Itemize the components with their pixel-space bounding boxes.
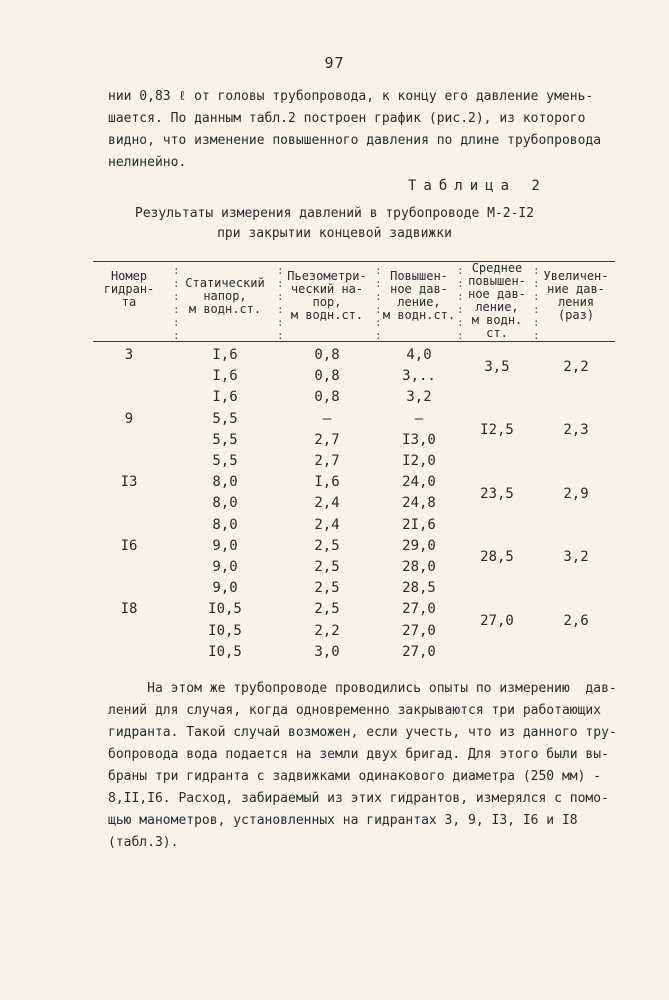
intro-paragraph [108, 86, 628, 174]
increased-pressure-cell: 27,0 [402, 601, 436, 618]
increased-pressure-cell: 3,.. [402, 368, 436, 385]
text-line: На этом же трубопроводе проводились опыты по измерению дав- [108, 681, 617, 696]
increased-pressure-cell: 27,0 [402, 622, 436, 639]
piezometric-head-cell: 3,0 [314, 643, 340, 660]
average-pressure-cell: I2,5 [480, 422, 514, 439]
column-separator: : : : : : : [457, 264, 464, 342]
increased-pressure-cell: I3,0 [402, 431, 436, 448]
page-number: 97 [324, 54, 345, 72]
piezometric-head-cell: 2,5 [314, 537, 340, 554]
header-line: ление, [475, 300, 519, 314]
piezometric-head-cell: 2,4 [314, 516, 340, 533]
increase-ratio-cell: 2,3 [563, 422, 589, 439]
table-caption [0, 204, 669, 244]
text-line: бопровода вода подается на земли двух бригад. Для этого были вы- [108, 747, 609, 762]
header-line: та [121, 295, 137, 309]
static-head-cell: 8,0 [212, 495, 238, 512]
header-line: ления [557, 295, 595, 309]
hydrant-number-cell: I6 [120, 537, 138, 554]
text-line: видно, что изменение повышенного давления по длине трубопровода [108, 133, 602, 148]
text-line: щью манометров, установленных на гидрантах 3, 9, I3, I6 и I8 [108, 813, 578, 828]
increased-pressure-cell: 29,0 [402, 537, 436, 554]
static-head-cell: 9,0 [212, 580, 238, 597]
table-label: Таблица 2 [408, 178, 547, 194]
increased-pressure-cell: 28,5 [402, 580, 436, 597]
text-line: гидранта. Такой случай возможен, если учесть, что из данного тру- [108, 725, 617, 740]
piezometric-head-cell: 2,5 [314, 559, 340, 575]
piezometric-head-cell: 2,2 [314, 622, 340, 639]
column-separator: : : : : : : [375, 264, 382, 342]
column-separator: : : : : : : [173, 264, 180, 342]
header-increased-pressure [378, 270, 460, 322]
piezometric-head-cell: – [322, 410, 332, 427]
increase-ratio-cell: 2,6 [563, 613, 589, 630]
increased-pressure-cell: 3,2 [406, 389, 432, 406]
static-head-cell: I0,5 [208, 601, 242, 618]
header-line: Номер [110, 269, 148, 283]
piezometric-head-cell: 0,8 [314, 389, 340, 406]
header-line: ное дав- [468, 287, 526, 301]
increased-pressure-cell: 4,0 [406, 347, 432, 363]
average-pressure-cell: 3,5 [484, 358, 510, 375]
static-head-cell: 5,5 [212, 453, 238, 469]
header-line: ние дав- [547, 282, 605, 296]
header-piezometric-head [280, 270, 374, 322]
header-line: повышен- [468, 274, 526, 288]
header-line: м водн.ст. [188, 302, 262, 316]
text-line: 8,II,I6. Расход, забираемый из этих гидрантов, измерялся с помо- [108, 791, 609, 806]
average-pressure-cell: 27,0 [480, 613, 514, 630]
header-average-increase [461, 262, 533, 340]
caption-line: Результаты измерения давлений в трубопроводе М-2-I2 [134, 206, 535, 221]
hydrant-number-cell: I8 [120, 601, 138, 618]
table-top-rule [93, 261, 615, 262]
increased-pressure-cell: 2I,6 [402, 516, 436, 533]
piezometric-head-cell: 2,5 [314, 601, 340, 618]
static-head-cell: I0,5 [208, 643, 242, 660]
static-head-cell: I0,5 [208, 622, 242, 639]
header-line: м водн.ст. [290, 308, 364, 322]
header-line: Увеличен- [543, 269, 609, 283]
average-pressure-cell: 28,5 [480, 549, 514, 566]
text-line: лений для случая, когда одновременно закрываются три работающих [108, 703, 602, 718]
header-line: Пьезометри- [287, 269, 367, 283]
text-line: нелинейно. [108, 155, 187, 170]
text-line: браны три гидранта с задвижками одинакового диаметра (250 мм) - [108, 769, 602, 784]
header-increase-ratio [538, 270, 614, 322]
hydrant-number-cell: 3 [124, 347, 134, 363]
static-head-cell: I,6 [212, 347, 238, 363]
increased-pressure-cell: 28,0 [402, 559, 436, 575]
header-line: м водн. [471, 313, 523, 327]
static-head-cell: I,6 [212, 368, 238, 385]
increase-ratio-cell: 3,2 [563, 549, 589, 566]
static-head-cell: 9,0 [212, 537, 238, 554]
header-static-head [176, 277, 274, 316]
increase-ratio-cell: 2,2 [563, 358, 589, 375]
piezometric-head-cell: 2,7 [314, 453, 340, 469]
piezometric-head-cell: 0,8 [314, 368, 340, 385]
header-line: Статический [185, 276, 265, 290]
closing-paragraph [108, 678, 628, 854]
increased-pressure-cell: – [414, 410, 424, 427]
static-head-cell: 8,0 [212, 474, 238, 491]
header-hydrant-number [94, 270, 164, 309]
increased-pressure-cell: I2,0 [402, 453, 436, 469]
static-head-cell: 5,5 [212, 410, 238, 427]
piezometric-head-cell: 2,7 [314, 431, 340, 448]
static-head-cell: 9,0 [212, 559, 238, 575]
static-head-cell: I,6 [212, 389, 238, 406]
static-head-cell: 8,0 [212, 516, 238, 533]
average-pressure-cell: 23,5 [480, 485, 514, 502]
increased-pressure-cell: 24,8 [402, 495, 436, 512]
piezometric-head-cell: 0,8 [314, 347, 340, 363]
static-head-cell: 5,5 [212, 431, 238, 448]
header-line: напор, [203, 289, 247, 303]
increase-ratio-cell: 2,9 [563, 485, 589, 502]
hydrant-number-cell: 9 [124, 410, 134, 427]
hydrant-number-cell: I3 [120, 474, 138, 491]
header-line: гидран- [103, 282, 155, 296]
caption-line: при закрытии концевой задвижки [217, 226, 452, 241]
increased-pressure-cell: 24,0 [402, 474, 436, 491]
header-line: м водн.ст. [382, 308, 456, 322]
header-line: (раз) [557, 308, 595, 322]
header-line: ст. [486, 326, 508, 340]
header-line: Среднее [471, 261, 523, 275]
header-line: ческий на- [290, 282, 364, 296]
column-separator: : : : : : : [277, 264, 284, 342]
header-line: ное дав- [390, 282, 448, 296]
header-line: пор, [312, 295, 342, 309]
piezometric-head-cell: 2,4 [314, 495, 340, 512]
text-line: нии 0,83 ℓ от головы трубопровода, к концу его давление умень- [108, 89, 594, 104]
text-line: (табл.3). [108, 835, 179, 850]
piezometric-head-cell: I,6 [314, 474, 340, 491]
header-line: Повышен- [390, 269, 448, 283]
piezometric-head-cell: 2,5 [314, 580, 340, 597]
increased-pressure-cell: 27,0 [402, 643, 436, 660]
text-line: шается. По данным табл.2 построен график (рис.2), из которого [108, 111, 586, 126]
column-separator: : : : : : : [533, 264, 540, 342]
header-line: ление, [397, 295, 441, 309]
